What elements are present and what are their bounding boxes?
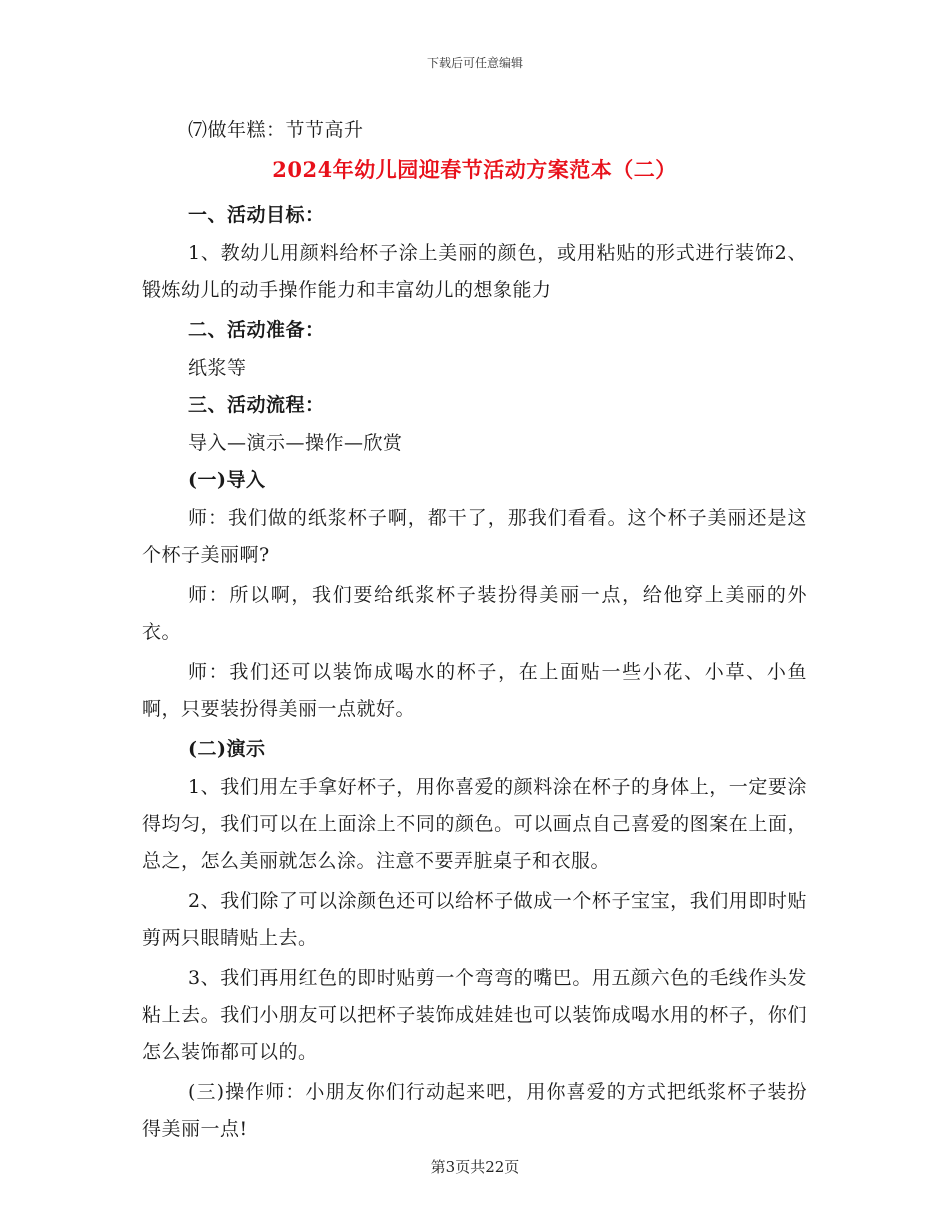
paragraph-demo-1: 1、我们用左手拿好杯子，用你喜爱的颜料涂在杯子的身体上，一定要涂得均匀，我们可以在上面涂上不同的颜色。可以画点自己喜爱的图案在上面，总之，怎么美丽就怎么涂。注意不要弄脏桌子和衣服。 — [142, 776, 807, 872]
paragraph-process: 导入—演示—操作—欣赏 — [188, 432, 403, 454]
paragraph-demo-2: 2、我们除了可以涂颜色还可以给杯子做成一个杯子宝宝，我们用即时贴剪两只眼睛贴上去。 — [142, 890, 807, 949]
paragraph-teacher-2: 师：所以啊，我们要给纸浆杯子装扮得美丽一点，给他穿上美丽的外衣。 — [142, 584, 807, 643]
paragraph-operation: (三)操作师：小朋友你们行动起来吧，用你喜爱的方式把纸浆杯子装扮得美丽一点! — [142, 1081, 807, 1140]
heading-activity-preparation: 二、活动准备： — [188, 319, 325, 341]
heading-introduction: (一)导入 — [188, 469, 266, 491]
document-body — [142, 112, 807, 1148]
heading-activity-goals: 一、活动目标： — [188, 204, 325, 226]
paragraph-teacher-3: 师：我们还可以装饰成喝水的杯子，在上面贴一些小花、小草、小鱼啊，只要装扮得美丽一点就好。 — [142, 661, 807, 720]
document-title: 2024年幼儿园迎春节活动方案范本（二） — [272, 157, 677, 182]
paragraph-teacher-1: 师：我们做的纸浆杯子啊，都干了，那我们看看。这个杯子美丽还是这个杯子美丽啊? — [142, 507, 807, 566]
page-footer: 第3页共22页 — [430, 1158, 520, 1176]
paragraph-goals: 1、教幼儿用颜料给杯子涂上美丽的颜色，或用粘贴的形式进行装饰2、锻炼幼儿的动手操作能力和丰富幼儿的想象能力 — [142, 242, 807, 301]
heading-demonstration: (二)演示 — [188, 738, 266, 760]
paragraph-rice-cake: ⑺做年糕：节节高升 — [188, 119, 364, 141]
page-header: 下载后可任意编辑 — [426, 56, 523, 70]
paragraph-preparation: 纸浆等 — [188, 357, 247, 379]
heading-activity-process: 三、活动流程： — [188, 394, 325, 416]
paragraph-demo-3: 3、我们再用红色的即时贴剪一个弯弯的嘴巴。用五颜六色的毛线作头发粘上去。我们小朋友可以把杯子装饰成娃娃也可以装饰成喝水用的杯子，你们怎么装饰都可以的。 — [142, 967, 807, 1063]
